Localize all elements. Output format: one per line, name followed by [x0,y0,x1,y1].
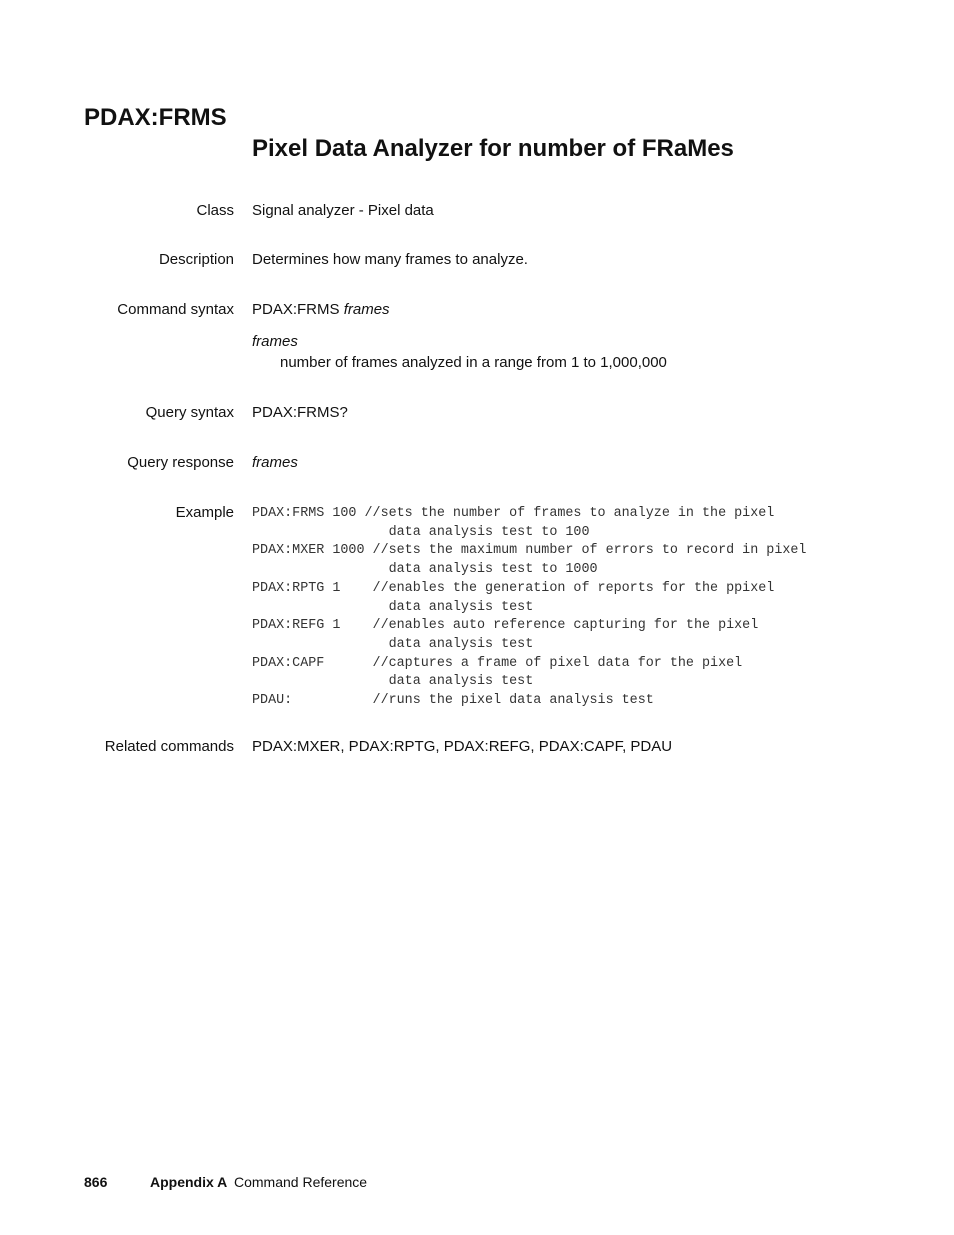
example-code-line: data analysis test to 1000 [252,562,598,577]
example-code-line: PDAX:CAPF //captures a frame of pixel data for the pixel [252,656,743,671]
example-code-line: PDAU: //runs the pixel data analysis test [252,693,654,708]
related-commands-label: Related commands [104,738,234,755]
class-label: Class [196,202,234,219]
example-label: Example [175,504,234,521]
example-code-line: PDAX:MXER 1000 //sets the maximum number of errors to record in pixel [252,543,807,558]
query-syntax-label: Query syntax [145,404,234,421]
class-value: Signal analyzer - Pixel data [252,202,434,219]
query-response-label: Query response [127,454,234,471]
command-syntax-value [252,301,390,318]
example-code-line: data analysis test [252,674,534,689]
example-code-line: data analysis test [252,637,534,652]
command-subtitle: Pixel Data Analyzer for number of FRaMes [252,135,734,162]
example-code-line: PDAX:RPTG 1 //enables the generation of reports for the ppixel [252,581,775,596]
parameter-description: number of frames analyzed in a range from 1 to 1,000,000 [280,354,667,371]
command-syntax-label: Command syntax [117,301,234,318]
page-number: 866 [84,1174,108,1190]
parameter-name: frames [252,333,298,350]
query-syntax-value: PDAX:FRMS? [252,404,348,421]
related-commands-value: PDAX:MXER, PDAX:RPTG, PDAX:REFG, PDAX:CAPF, PDAU [252,738,673,755]
command-syntax-parameter: frames [343,301,390,318]
description-value: Determines how many frames to analyze. [252,251,528,268]
description-label: Description [158,251,234,268]
footer-appendix: Appendix A [150,1174,228,1190]
footer-section-title: Command Reference [234,1174,368,1190]
command-syntax-command: PDAX:FRMS [252,301,340,318]
command-title: PDAX:FRMS [84,104,227,131]
example-code-line: PDAX:FRMS 100 //sets the number of frames to analyze in the pixel [252,506,775,521]
example-code-line: PDAX:REFG 1 //enables auto reference capturing for the pixel [252,618,759,633]
example-code-line: data analysis test to 100 [252,525,590,540]
query-response-value: frames [252,454,298,471]
example-code-line: data analysis test [252,600,534,615]
